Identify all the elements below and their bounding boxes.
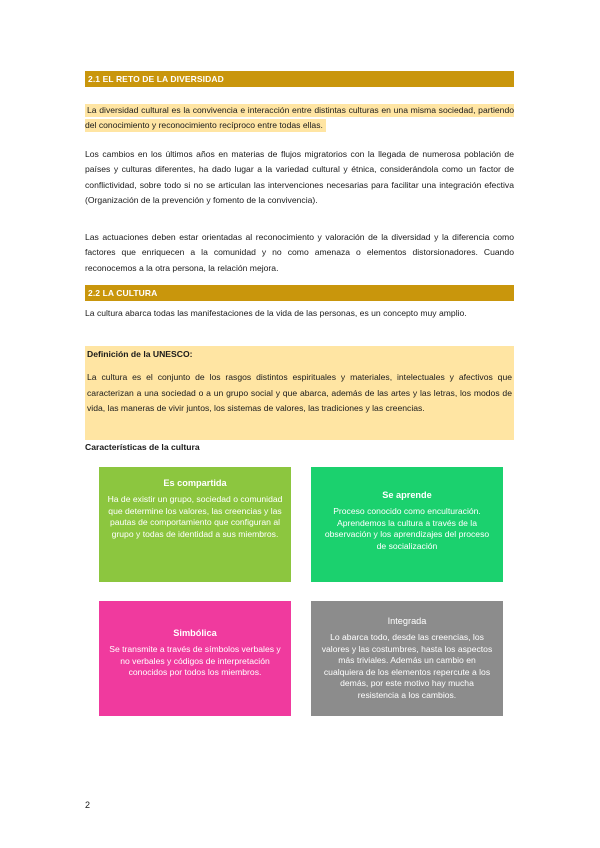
unesco-text: La cultura es el conjunto de los rasgos distintos espirituales y materiales, intelectuales y afectivos que caracterizan a una sociedad o a un grupo social y que abarca, además de las artes y las letras, los modos de vida, las maneras de vivir juntos, los sistemas de valores, las tradiciones y las creencias. — [87, 372, 512, 414]
culture-intro: La cultura abarca todas las manifestaciones de la vida de las personas, es un concepto muy amplio. — [85, 308, 467, 318]
card-symbolic-text: Se transmite a través de símbolos verbales y no verbales y códigos de interpretación conocidos por todos los miembros. — [109, 644, 281, 678]
actions-paragraph: Las actuaciones deben estar orientadas al reconocimiento y valoración de la diversidad y la diferencia como factores que enriquecen a la comunidad y no como amenaza o elementos distorsionadores. Cuando reconocemos a la otra persona, la relación mejora. — [85, 232, 514, 273]
characteristics-title: Características de la cultura — [85, 442, 200, 452]
card-learned-title: Se aprende — [382, 490, 432, 500]
card-learned-text: Proceso conocido como enculturación. Aprendemos la cultura a través de la observación y los aprendizajes del proceso de socialización — [324, 506, 490, 551]
card-integrated-text: Lo abarca todo, desde las creencias, los valores y las costumbres, hasta los aspectos más triviales. Además un cambio en cualquiera de los elementos repercute a los demás, por este motivo hay mucha resistencia a los cambios. — [321, 632, 493, 700]
page-number: 2 — [85, 800, 91, 810]
card-shared-text: Ha de existir un grupo, sociedad o comunidad que determine los valores, las creencias y las pautas de comportamiento que configuran al grupo y todas de identidad a sus miembros. — [107, 494, 283, 539]
diversity-definition — [85, 103, 514, 134]
section-heading-diversity: 2.1 EL RETO DE LA DIVERSIDAD — [85, 71, 514, 87]
unesco-label: Definición de la UNESCO: — [87, 349, 193, 359]
card-integrated — [311, 601, 503, 716]
diversity-definition-text: La diversidad cultural es la convivencia e interacción entre distintas culturas en una misma sociedad, partiendo del conocimiento y reconocimiento recíproco entre todas ellas. — [85, 105, 514, 131]
card-symbolic-title: Simbólica — [173, 628, 217, 638]
card-symbolic — [99, 601, 291, 716]
section-heading-culture: 2.2 LA CULTURA — [85, 285, 514, 301]
card-integrated-title: Integrada — [387, 616, 427, 626]
card-shared-title: Es compartida — [163, 478, 227, 488]
migration-paragraph: Los cambios en los últimos años en materias de flujos migratorios con la llegada de numerosa población de países y culturas diferentes, ha dado lugar a la variedad cultural y étnica, considerándola como un factor de conflictividad, sobre todo si no se articulan las intervenciones necesarias para facilitar una integración efectiva (Organización de la prevención y fomento de la convivencia). — [85, 149, 514, 206]
card-learned — [311, 467, 503, 582]
card-shared — [99, 467, 291, 582]
unesco-definition-block — [85, 346, 514, 440]
